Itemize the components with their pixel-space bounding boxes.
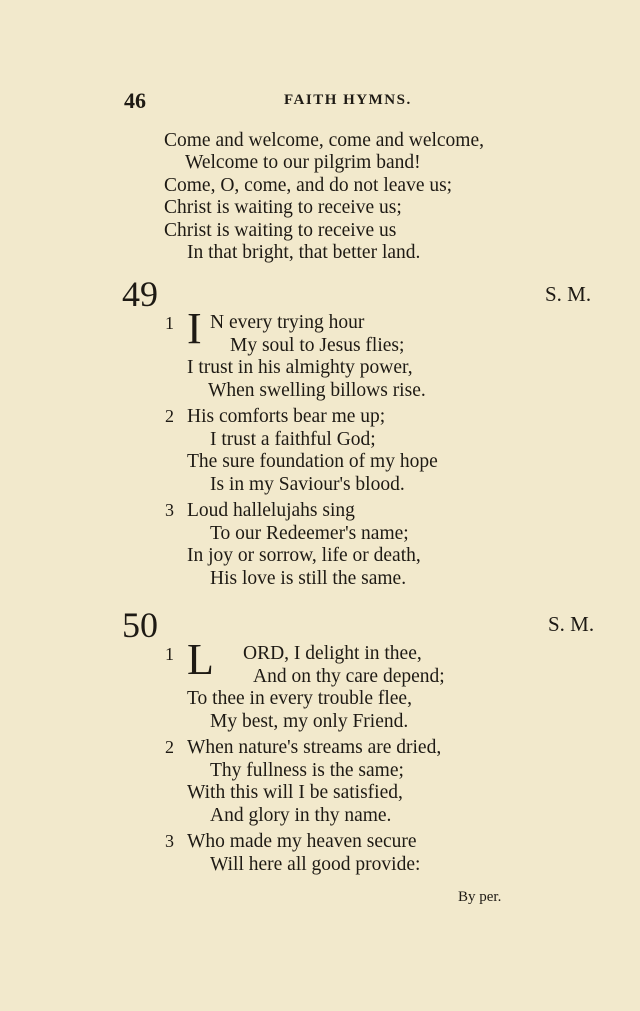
verse-line: Come and welcome, come and welcome, [164,130,485,151]
copyright-credit: By per. [458,889,502,905]
page-number: 46 [124,88,146,113]
verse-line: Thy fullness is the same; [210,760,404,781]
verse-number: 2 [165,737,174,757]
verse-line: When swelling billows rise. [208,380,426,401]
verse-number: 3 [165,831,174,851]
verse-line: Will here all good provide: [210,854,421,875]
page-header [124,88,524,114]
drop-cap: I [187,304,202,353]
verse-line: To thee in every trouble flee, [187,688,412,709]
verse-line: Welcome to our pilgrim band! [185,152,421,173]
verse-line: N every trying hour [210,312,365,333]
verse-number: 1 [165,313,174,333]
hymn-meter: S. M. [548,612,595,636]
verse-line: Is in my Saviour's blood. [210,474,405,495]
verse-line: ORD, I delight in thee, [243,643,422,664]
verse-line: I trust in his almighty power, [187,357,413,378]
running-title: FAITH HYMNS. [284,92,412,108]
verse-line: His love is still the same. [210,568,407,589]
verse-line: I trust a faithful God; [210,429,376,450]
drop-cap: L [187,635,214,684]
verse-line: With this will I be satisfied, [187,782,403,803]
verse-line: Christ is waiting to receive us; [164,197,402,218]
verse-line: His comforts bear me up; [187,406,386,427]
verse-line: And glory in thy name. [210,805,392,826]
verse-line: Come, O, come, and do not leave us; [164,175,453,196]
verse-number: 2 [165,406,174,426]
verse-line: Who made my heaven secure [187,831,417,852]
hymn-number: 50 [122,605,158,645]
verse-line: Loud hallelujahs sing [187,500,355,521]
hymn-number: 49 [122,274,158,314]
verse-line: And on thy care depend; [253,666,445,687]
verse-line: Christ is waiting to receive us [164,220,397,241]
verse-line: To our Redeemer's name; [210,523,409,544]
verse-line: My soul to Jesus flies; [230,335,405,356]
verse-line: In that bright, that better land. [187,242,421,263]
hymn-meter: S. M. [545,282,592,306]
verse-line: The sure foundation of my hope [187,451,438,472]
verse-line: My best, my only Friend. [210,711,409,732]
verse-line: In joy or sorrow, life or death, [187,545,421,566]
verse-number: 3 [165,500,174,520]
verse-number: 1 [165,644,174,664]
verse-line: When nature's streams are dried, [187,737,442,758]
